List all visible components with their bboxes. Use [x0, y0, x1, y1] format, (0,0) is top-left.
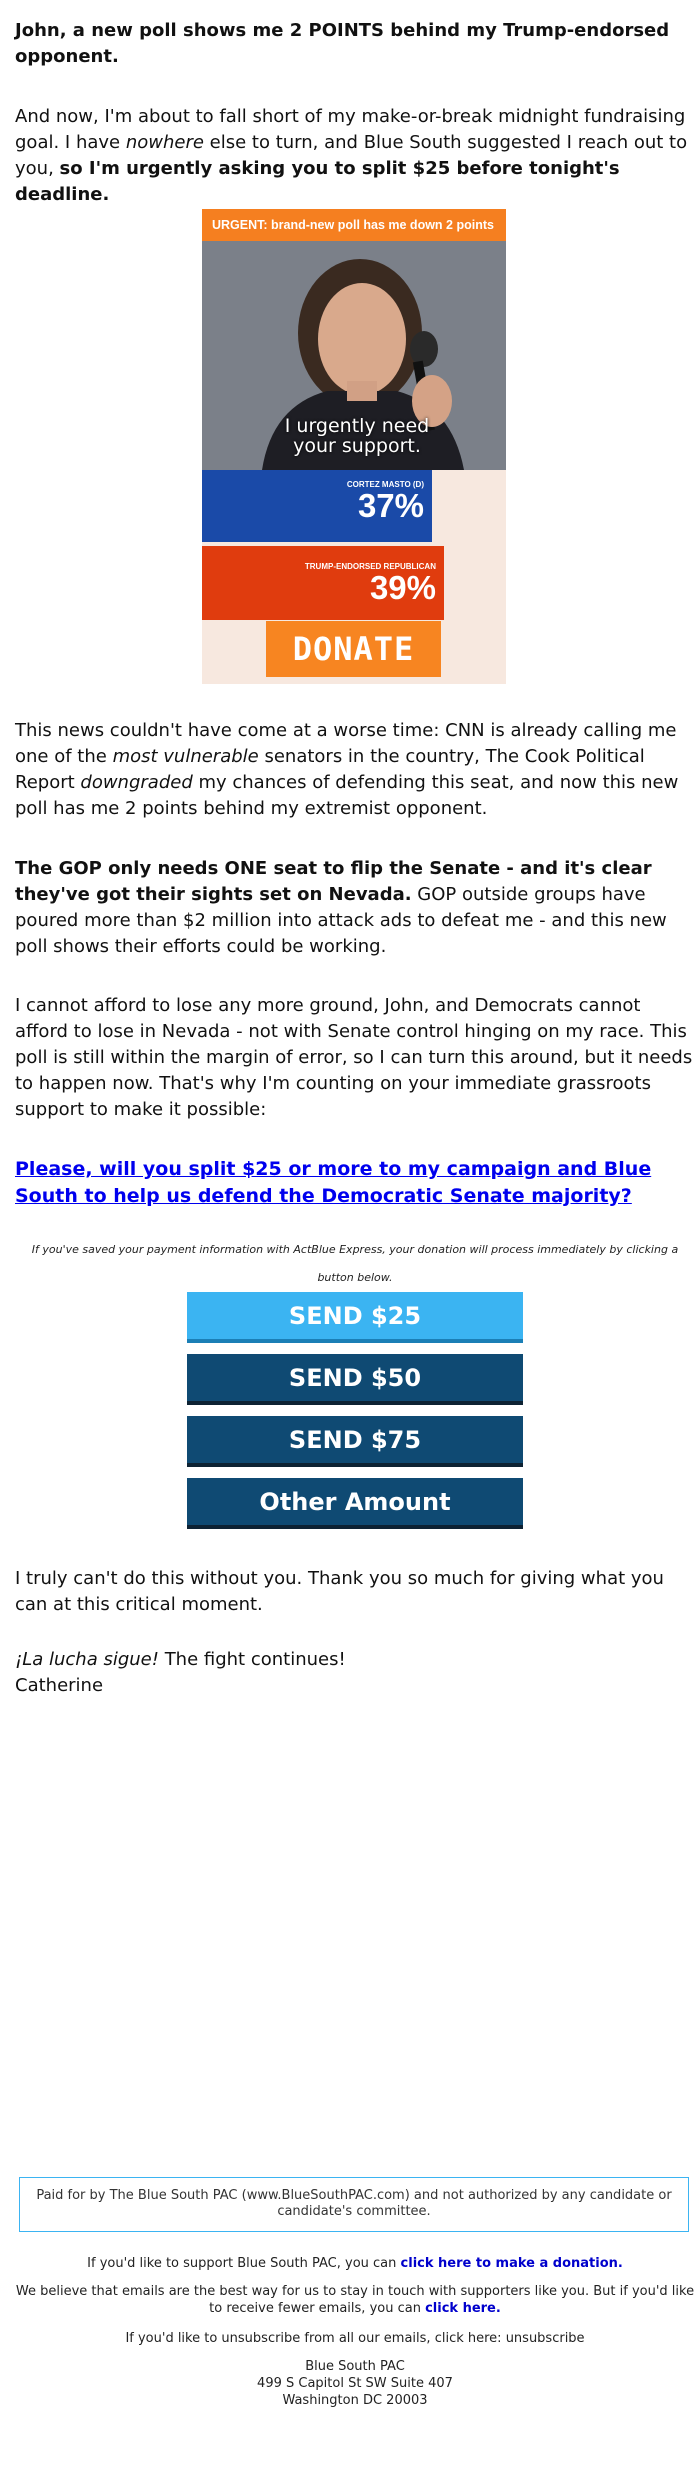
signature-name: Catherine	[15, 1675, 104, 1696]
poll-graphic[interactable]	[202, 209, 506, 684]
closing-thanks: I truly can't do this without you. Thank you so much for giving what you can at this critical moment.	[15, 1568, 664, 1615]
send-75-button[interactable]: SEND $75	[187, 1416, 523, 1467]
graphic-donate-button[interactable]: DONATE	[266, 621, 441, 677]
para1-bold-ask: so I'm urgently asking you to split $25 before tonight's deadline.	[15, 158, 620, 205]
para3-bold: The GOP only needs ONE seat to flip the Senate - and it's clear they've got their sights set on Nevada.	[15, 858, 652, 905]
other-amount-button[interactable]: Other Amount	[187, 1478, 523, 1529]
photo-caption	[262, 416, 452, 456]
poll-bar-cortez-masto-label: CORTEZ MASTO (D)	[346, 480, 424, 489]
para2-emphasis-1: most vulnerable	[112, 746, 259, 767]
paid-for-disclaimer	[19, 2177, 689, 2232]
fewer-emails-link[interactable]: click here.	[425, 2301, 501, 2316]
footer-unsubscribe	[15, 2330, 695, 2347]
caption-line-1: I urgently need	[284, 415, 430, 437]
para1-emphasis: nowhere	[125, 132, 204, 153]
send-50-button[interactable]: SEND $50	[187, 1354, 523, 1405]
send-25-button[interactable]: SEND $25	[187, 1292, 523, 1343]
para2-text-b: senators in the country, The Cook Political Report	[15, 746, 645, 793]
paragraph-fundraising-goal	[15, 104, 695, 208]
para1-text-b: else to turn, and Blue South suggested I reach out to you,	[15, 132, 688, 179]
paragraph-ground: I cannot afford to lose any more ground, John, and Democrats cannot afford to lose in Nevada - not with Senate control hinging on my race. This poll is still within the margin of error, so I can turn this around, but it needs to happen now. That's why I'm counting on your immediate grassroots support to make it possible:	[15, 995, 693, 1120]
footer-unsub-text: If you'd like to unsubscribe from all our emails, click here:	[125, 2331, 506, 2346]
poll-bar-republican-value: 39%	[369, 569, 436, 606]
poll-bar-cortez-masto-value: 37%	[357, 487, 424, 524]
footer-emails	[15, 2283, 695, 2317]
footer-address-line-1: 499 S Capitol St SW Suite 407	[257, 2376, 453, 2391]
fight-continues: The fight continues!	[158, 1649, 346, 1670]
actblue-note: If you've saved your payment information with ActBlue Express, your donation will process immediately by clicking a button below.	[31, 1243, 679, 1284]
paragraph-gop	[15, 856, 695, 960]
paid-for-text: Paid for by The Blue South PAC (www.BlueSouthPAC.com) and not authorized by any candidate or candidate's committee.	[36, 2188, 672, 2219]
para2-text-a: This news couldn't have come at a worse time: CNN is already calling me one of the	[15, 720, 677, 767]
footer-address-line-2: Washington DC 20003	[282, 2393, 428, 2408]
poll-bar-cortez-masto	[202, 470, 432, 542]
para1-text-a: And now, I'm about to fall short of my make-or-break midnight fundraising goal. I have	[15, 106, 686, 153]
graphic-header: URGENT: brand-new poll has me down 2 points	[202, 209, 506, 241]
unsubscribe-link[interactable]: unsubscribe	[505, 2331, 585, 2346]
footer-org-name: Blue South PAC	[305, 2359, 405, 2374]
footer-support	[15, 2255, 695, 2272]
para2-text-c: my chances of defending this seat, and now this new poll has me 2 points behind my extremist opponent.	[15, 772, 679, 819]
closing-lucha	[15, 1647, 695, 1673]
paragraph-vulnerable	[15, 718, 695, 822]
poll-bar-republican-label: TRUMP-ENDORSED REPUBLICAN	[304, 562, 436, 571]
cta-link[interactable]: Please, will you split $25 or more to my campaign and Blue South to help us defend the Democratic Senate majority?	[15, 1158, 652, 1207]
para3-rest: GOP outside groups have poured more than $2 million into attack ads to defeat me - and this new poll shows their efforts could be working.	[15, 884, 667, 957]
footer-emails-text: We believe that emails are the best way for us to stay in touch with supporters like you. But if you'd like to receive fewer emails, you can	[15, 2284, 695, 2316]
poll-bar-republican	[202, 546, 444, 620]
caption-line-2: your support.	[293, 435, 421, 457]
donation-link[interactable]: click here to make a donation.	[400, 2256, 623, 2271]
para2-emphasis-2: downgraded	[80, 772, 193, 793]
footer-support-text: If you'd like to support Blue South PAC, you can	[87, 2256, 401, 2271]
cta-paragraph	[15, 1156, 695, 1210]
lucha-sigue: ¡La lucha sigue!	[15, 1649, 159, 1670]
candidate-photo	[202, 241, 506, 470]
intro-heading: John, a new poll shows me 2 POINTS behind my Trump-endorsed opponent.	[15, 20, 670, 67]
